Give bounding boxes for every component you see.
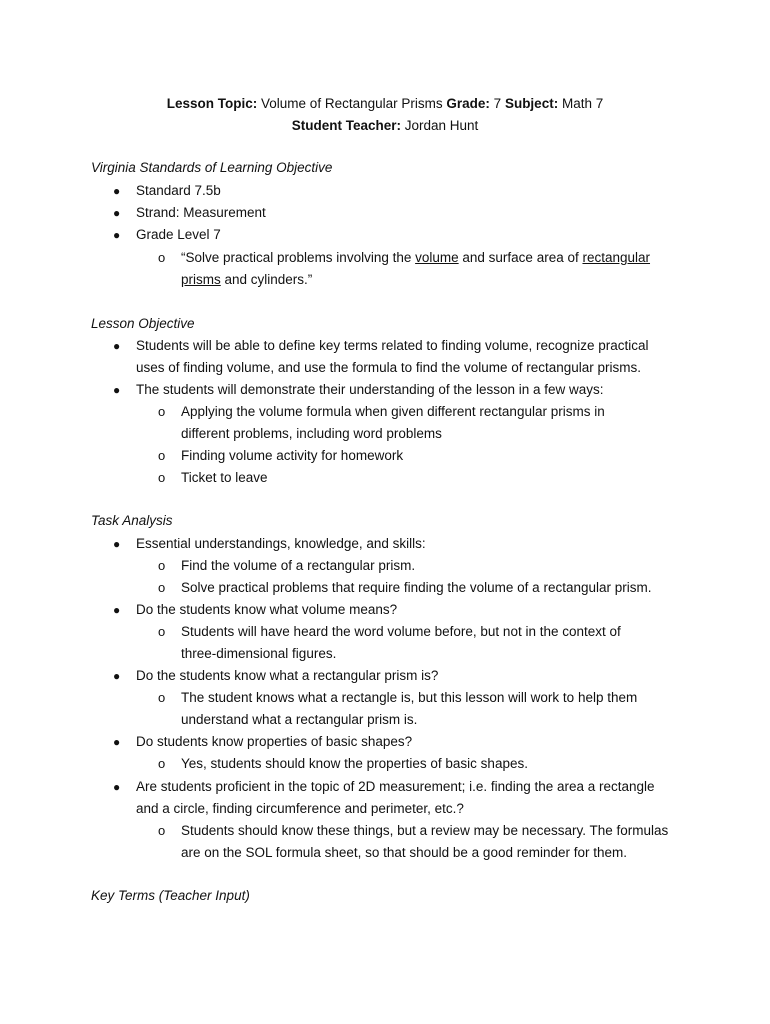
task-question: Are students proficient in the topic of 2D measurement; i.e. finding the area a rectangle — [136, 779, 655, 794]
sub-bullet-icon: o — [158, 624, 166, 639]
task-answer: The student knows what a rectangle is, but this lesson will work to help them — [181, 690, 638, 705]
sub-bullet-icon: o — [158, 823, 166, 838]
task-answer: Students will have heard the word volume before, but not in the context of — [181, 624, 621, 639]
sol-quote-line-1 — [181, 247, 650, 269]
task-answer: Yes, students should know the properties of basic shapes. — [181, 756, 528, 771]
subject-label: Subject: — [504, 96, 559, 111]
sol-item: Strand: Measurement — [136, 205, 266, 220]
sol-item: Grade Level 7 — [136, 227, 221, 242]
grade-value: 7 — [493, 96, 502, 111]
bullet-icon: ● — [113, 735, 121, 749]
task-answer: are on the SOL formula sheet, so that should be a good reminder for them. — [181, 845, 628, 860]
key-terms-heading: Key Terms (Teacher Input) — [91, 888, 250, 903]
sub-bullet-icon: o — [158, 756, 166, 771]
sol-quote-line-2 — [181, 269, 312, 291]
bullet-icon: ● — [113, 669, 121, 683]
task-question: Do the students know what a rectangular prism is? — [136, 668, 439, 683]
bullet-icon: ● — [113, 184, 121, 198]
lesson-header-line-2 — [0, 115, 770, 137]
quote-text: and cylinders.” — [220, 272, 313, 287]
task-question: and a circle, finding circumference and perimeter, etc.? — [136, 801, 464, 816]
bullet-icon: ● — [113, 537, 121, 551]
objective-subitem: different problems, including word problems — [181, 426, 442, 441]
sub-bullet-icon: o — [158, 250, 166, 265]
subject-value: Math 7 — [561, 96, 604, 111]
sub-bullet-icon: o — [158, 580, 166, 595]
quote-underlined-word: prisms — [181, 272, 221, 287]
bullet-icon: ● — [113, 383, 121, 397]
task-answer: Students should know these things, but a review may be necessary. The formulas — [181, 823, 669, 838]
sub-bullet-icon: o — [158, 690, 166, 705]
topic-value: Volume of Rectangular Prisms — [261, 96, 443, 111]
task-question: Do students know properties of basic shapes? — [136, 734, 413, 749]
objective-text: Students will be able to define key terms related to finding volume, recognize practical — [136, 338, 649, 353]
task-analysis-heading: Task Analysis — [91, 513, 173, 528]
teacher-value: Jordan Hunt — [404, 118, 479, 133]
bullet-icon: ● — [113, 228, 121, 242]
sub-bullet-icon: o — [158, 448, 166, 463]
lesson-objective-heading: Lesson Objective — [91, 316, 195, 331]
sub-bullet-icon: o — [158, 470, 166, 485]
objective-subitem: Finding volume activity for homework — [181, 448, 404, 463]
sub-bullet-icon: o — [158, 558, 166, 573]
quote-underlined-word: rectangular — [582, 250, 651, 265]
topic-label: Lesson Topic: — [166, 96, 258, 111]
objective-subitem: Ticket to leave — [181, 470, 268, 485]
grade-label: Grade: — [446, 96, 490, 111]
objective-subitem: Applying the volume formula when given different rectangular prisms in — [181, 404, 605, 419]
quote-underlined-word: volume — [415, 250, 459, 265]
task-question: Do the students know what volume means? — [136, 602, 398, 617]
task-answer: Find the volume of a rectangular prism. — [181, 558, 416, 573]
bullet-icon: ● — [113, 339, 121, 353]
lesson-header-line-1 — [0, 93, 770, 115]
task-question: Essential understandings, knowledge, and skills: — [136, 536, 426, 551]
bullet-icon: ● — [113, 780, 121, 794]
sol-heading: Virginia Standards of Learning Objective — [91, 160, 333, 175]
bullet-icon: ● — [113, 603, 121, 617]
teacher-label: Student Teacher: — [291, 118, 401, 133]
objective-text: The students will demonstrate their understanding of the lesson in a few ways: — [136, 382, 604, 397]
sol-item: Standard 7.5b — [136, 183, 221, 198]
quote-text: “Solve practical problems involving the — [181, 250, 416, 265]
sub-bullet-icon: o — [158, 404, 166, 419]
task-answer: understand what a rectangular prism is. — [181, 712, 418, 727]
quote-text: and surface area of — [458, 250, 583, 265]
task-answer: three-dimensional figures. — [181, 646, 337, 661]
objective-text: uses of finding volume, and use the formula to find the volume of rectangular prisms. — [136, 360, 642, 375]
task-answer: Solve practical problems that require finding the volume of a rectangular prism. — [181, 580, 652, 595]
bullet-icon: ● — [113, 206, 121, 220]
